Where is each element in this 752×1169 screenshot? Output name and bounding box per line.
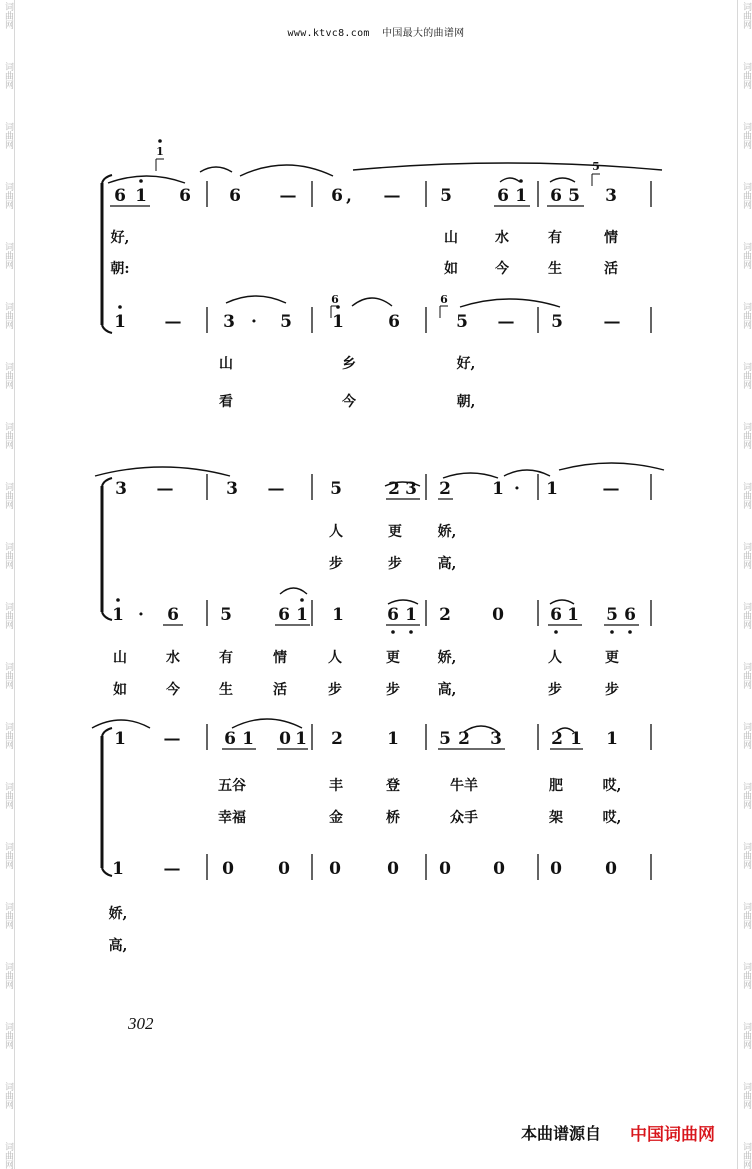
- lyric-lower: 娇,: [437, 650, 457, 666]
- upper-note: 2: [388, 479, 400, 499]
- lyric-lower: 更: [605, 650, 619, 666]
- upper-note: 2: [439, 479, 451, 499]
- lyric-upper: 登: [386, 778, 400, 794]
- upper-note: 2: [458, 729, 470, 749]
- watermark-text: 词曲网: [741, 962, 751, 989]
- lyric-lower: 今: [342, 394, 356, 410]
- lower-note: 0: [439, 859, 451, 879]
- lower-note: 0: [329, 859, 341, 879]
- lyric-lower: 有: [219, 650, 233, 666]
- lyric-upper: 水: [495, 230, 509, 246]
- upper-note: —: [383, 186, 401, 206]
- lyric-upper: 五谷: [218, 778, 246, 794]
- bracket-top-hook: [102, 478, 112, 486]
- upper-note: 1: [606, 729, 618, 749]
- lower-note: 0: [493, 859, 505, 879]
- upper-note: 5: [439, 729, 451, 749]
- lyric-lower: 步: [548, 682, 562, 698]
- lyric-upper: 丰: [329, 778, 343, 794]
- lyric-lower: 步: [386, 682, 400, 698]
- footer-site-link[interactable]: 中国词曲网: [630, 1125, 715, 1145]
- lyric-upper: 桥: [386, 810, 400, 826]
- watermark-text: 词曲网: [741, 722, 751, 749]
- octave-dot-below: [610, 630, 614, 634]
- lower-note: 2: [439, 605, 451, 625]
- grace-note: 5: [592, 160, 600, 173]
- upper-note: ·: [514, 479, 520, 499]
- lower-note: 1: [332, 312, 344, 332]
- watermark-text: 词曲网: [3, 422, 13, 449]
- lyric-upper: 幸福: [218, 810, 246, 826]
- lyric-lower: 朝,: [456, 394, 476, 410]
- lyric-lower: 好,: [456, 356, 476, 372]
- grace-dot: [158, 139, 162, 143]
- lyric-upper: 牛羊: [450, 778, 478, 794]
- lyric-upper: 娇,: [437, 524, 457, 540]
- watermark-text: 词曲网: [741, 182, 751, 209]
- slur: [240, 165, 333, 176]
- bracket-bottom-hook: [102, 612, 112, 620]
- watermark-text: 词曲网: [741, 1142, 751, 1169]
- watermark-text: 词曲网: [3, 782, 13, 809]
- upper-note: 5: [568, 186, 580, 206]
- upper-note: —: [602, 479, 620, 499]
- lower-note: —: [163, 859, 181, 879]
- bracket-top-hook: [102, 728, 112, 736]
- footer-source-label: 本曲谱源自: [521, 1124, 602, 1143]
- lower-note: 5: [456, 312, 468, 332]
- upper-note: 6: [224, 729, 236, 749]
- watermark-text: 词曲网: [3, 722, 13, 749]
- slur: [460, 299, 560, 307]
- lower-note: ·: [251, 312, 257, 332]
- watermark-text: 词曲网: [3, 302, 13, 329]
- upper-note: 6: [497, 186, 509, 206]
- lyric-lower: 如: [113, 682, 127, 698]
- lower-note: ·: [138, 605, 144, 625]
- lower-note: 0: [605, 859, 617, 879]
- slur: [108, 176, 185, 183]
- watermark-text: 词曲网: [741, 422, 751, 449]
- bracket-bottom-hook: [102, 325, 112, 333]
- watermark-text: 词曲网: [3, 482, 13, 509]
- upper-note: 6: [114, 186, 126, 206]
- watermark-text: 词曲网: [741, 602, 751, 629]
- lyric-upper: 金: [329, 810, 343, 826]
- upper-note: 6: [229, 186, 241, 206]
- lyric-upper: 哎,: [602, 778, 622, 794]
- watermark-text: 词曲网: [3, 362, 13, 389]
- lower-note: 1: [405, 605, 417, 625]
- watermark-text: 词曲网: [741, 1082, 751, 1109]
- upper-note: 3: [226, 479, 238, 499]
- watermark-text: 词曲网: [741, 362, 751, 389]
- lower-note: 0: [492, 605, 504, 625]
- lyric-upper: 众手: [450, 810, 478, 826]
- lyric-upper: 情: [604, 230, 618, 246]
- slur: [352, 298, 392, 306]
- slur: [443, 473, 498, 478]
- slur: [92, 720, 150, 728]
- watermark-text: 词曲网: [741, 302, 751, 329]
- octave-dot-below: [391, 630, 395, 634]
- watermark-text: 词曲网: [3, 962, 13, 989]
- watermark-text: 词曲网: [741, 1022, 751, 1049]
- slur: [550, 600, 574, 604]
- upper-note: 3: [490, 729, 502, 749]
- lower-note: 6: [624, 605, 636, 625]
- upper-note: 6: [550, 186, 562, 206]
- slur: [550, 178, 575, 182]
- slur: [388, 600, 418, 604]
- watermark-text: 词曲网: [741, 902, 751, 929]
- octave-dot-above: [118, 305, 122, 309]
- grace-note: 6: [440, 293, 448, 306]
- lower-note: 1: [567, 605, 579, 625]
- lower-note: 1: [112, 605, 124, 625]
- grace-note: 1: [156, 145, 164, 158]
- slur: [95, 467, 230, 476]
- watermark-text: 词曲网: [3, 122, 13, 149]
- slur: [353, 163, 662, 170]
- watermark-text: 词曲网: [3, 602, 13, 629]
- upper-note: 1: [242, 729, 254, 749]
- upper-note: —: [279, 186, 297, 206]
- watermark-text: 词曲网: [3, 2, 13, 29]
- upper-note: 0: [279, 729, 291, 749]
- watermark-text: 词曲网: [3, 182, 13, 209]
- slur: [200, 167, 232, 172]
- lyric-upper: 今: [495, 261, 509, 277]
- watermark-text: 词曲网: [3, 1082, 13, 1109]
- lower-note: 1: [114, 312, 126, 332]
- lower-note: —: [497, 312, 515, 332]
- lower-note: 5: [606, 605, 618, 625]
- lyric-lower: 人: [548, 650, 562, 666]
- watermark-text: 词曲网: [3, 542, 13, 569]
- upper-note: 1: [114, 729, 126, 749]
- octave-dot-below: [409, 630, 413, 634]
- lower-note: 0: [222, 859, 234, 879]
- lyric-upper: 好,: [110, 230, 130, 246]
- lyric-upper: 肥: [549, 778, 563, 794]
- lyric-lower: 高,: [108, 938, 128, 954]
- upper-note: 1: [546, 479, 558, 499]
- lower-note: 0: [278, 859, 290, 879]
- page-number: 302: [128, 1014, 154, 1033]
- lyric-lower: 山: [219, 356, 233, 372]
- upper-note: —: [267, 479, 285, 499]
- upper-note: 1: [135, 186, 147, 206]
- slur: [559, 463, 664, 470]
- bracket-bottom-hook: [102, 868, 112, 876]
- watermark-text: 词曲网: [741, 482, 751, 509]
- lyric-upper: 山: [444, 230, 458, 246]
- slur: [500, 178, 520, 182]
- lyric-upper: 人: [329, 524, 343, 540]
- watermark-text: 词曲网: [3, 902, 13, 929]
- lyric-lower: 乡: [342, 356, 356, 372]
- header-tagline: 中国最大的曲谱网: [382, 28, 465, 39]
- lyric-lower: 水: [166, 650, 180, 666]
- lower-note: 1: [332, 605, 344, 625]
- lower-note: 3: [223, 312, 235, 332]
- watermark-text: 词曲网: [3, 1142, 13, 1169]
- lower-note: —: [603, 312, 621, 332]
- lower-note: 1: [112, 859, 124, 879]
- lyric-upper: 活: [604, 261, 618, 277]
- lyric-lower: 活: [273, 682, 287, 698]
- lyric-upper: 架: [549, 810, 563, 826]
- lower-note: 5: [551, 312, 563, 332]
- grace-note: 6: [331, 293, 339, 306]
- lyric-lower: 步: [605, 682, 619, 698]
- slur: [232, 719, 302, 728]
- upper-note: ,: [346, 186, 352, 206]
- lower-note: 6: [167, 605, 179, 625]
- upper-note: 1: [492, 479, 504, 499]
- watermark-text: 词曲网: [741, 782, 751, 809]
- slur: [226, 296, 286, 303]
- watermark-text: 词曲网: [741, 662, 751, 689]
- lower-note: 6: [278, 605, 290, 625]
- lyric-lower: 山: [113, 650, 127, 666]
- octave-dot-below: [628, 630, 632, 634]
- lower-note: 1: [296, 605, 308, 625]
- slur: [504, 470, 550, 476]
- slur: [280, 588, 307, 594]
- upper-note: 1: [515, 186, 527, 206]
- upper-note: 3: [405, 479, 417, 499]
- lower-note: 6: [387, 605, 399, 625]
- lower-note: 5: [220, 605, 232, 625]
- upper-note: 3: [605, 186, 617, 206]
- octave-dot-below: [554, 630, 558, 634]
- watermark-text: 词曲网: [741, 542, 751, 569]
- watermark-text: 词曲网: [741, 62, 751, 89]
- octave-dot-above: [116, 598, 120, 602]
- lyric-upper: 有: [548, 230, 562, 246]
- upper-note: 3: [115, 479, 127, 499]
- header-site-link[interactable]: www.ktvc8.com: [287, 28, 370, 39]
- watermark-text: 词曲网: [741, 2, 751, 29]
- lyric-upper: 哎,: [602, 810, 622, 826]
- upper-note: 1: [295, 729, 307, 749]
- watermark-text: 词曲网: [741, 842, 751, 869]
- watermark-text: 词曲网: [741, 122, 751, 149]
- lyric-upper: 如: [444, 261, 458, 277]
- lower-note: —: [164, 312, 182, 332]
- lyric-upper: 步: [388, 556, 402, 572]
- upper-note: 1: [570, 729, 582, 749]
- lyric-lower: 看: [219, 394, 233, 410]
- watermark-text: 词曲网: [741, 242, 751, 269]
- upper-note: —: [163, 729, 181, 749]
- lower-note: 0: [387, 859, 399, 879]
- lower-note: 0: [550, 859, 562, 879]
- lyric-upper: 朝:: [110, 261, 130, 277]
- watermark-text: 词曲网: [3, 62, 13, 89]
- lyric-upper: 更: [388, 524, 402, 540]
- upper-note: 6: [331, 186, 343, 206]
- lyric-upper: 生: [548, 261, 562, 277]
- lyric-lower: 人: [328, 650, 342, 666]
- lyric-lower: 今: [166, 682, 180, 698]
- lyric-upper: 步: [329, 556, 343, 572]
- upper-note: 6: [179, 186, 191, 206]
- lower-note: 5: [280, 312, 292, 332]
- watermark-text: 词曲网: [3, 1022, 13, 1049]
- lyric-lower: 步: [328, 682, 342, 698]
- watermark-text: 词曲网: [3, 842, 13, 869]
- lyric-upper: 高,: [437, 556, 457, 572]
- upper-note: 2: [331, 729, 343, 749]
- lyric-lower: 更: [386, 650, 400, 666]
- watermark-text: 词曲网: [3, 662, 13, 689]
- lyric-lower: 情: [273, 650, 287, 666]
- lower-note: 6: [388, 312, 400, 332]
- watermark-text: 词曲网: [3, 242, 13, 269]
- lyric-lower: 生: [219, 682, 233, 698]
- upper-note: 5: [440, 186, 452, 206]
- lyric-lower: 高,: [437, 682, 457, 698]
- lyric-lower: 娇,: [108, 906, 128, 922]
- upper-note: 1: [387, 729, 399, 749]
- octave-dot-above: [139, 179, 143, 183]
- upper-note: 5: [330, 479, 342, 499]
- octave-dot-above: [300, 598, 304, 602]
- upper-note: —: [156, 479, 174, 499]
- lower-note: 6: [550, 605, 562, 625]
- upper-note: 2: [551, 729, 563, 749]
